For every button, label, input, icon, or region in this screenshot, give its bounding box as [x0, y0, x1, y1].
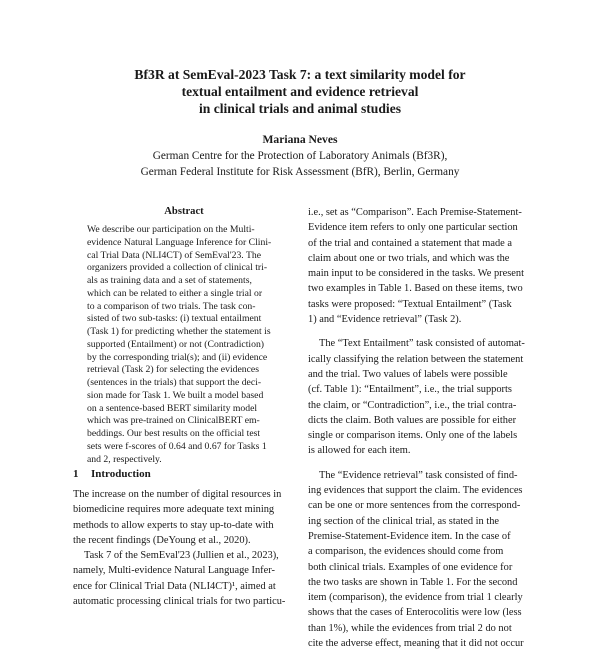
text-line: organizers provided a collection of clinical tri-: [87, 262, 268, 274]
text-line: by the corresponding trial(s); and (ii) evidence: [87, 351, 268, 363]
text-line: (Task 1) for predicting whether the statement is: [87, 326, 271, 337]
text-line: (cf. Table 1): “Entailment”, i.e., the trial supports: [308, 384, 512, 396]
text-line: retrieval (Task 2) for selecting the evidences: [87, 364, 260, 376]
affiliation-line: German Federal Institute for Risk Assessment (BfR), Berlin, Germany: [140, 166, 460, 178]
text-line: of the trial and contained a statement that made a: [308, 237, 512, 249]
text-line: item (comparison), the evidence from trial 1 clearly: [308, 592, 523, 604]
right-paragraph-1: [308, 205, 530, 327]
text-line: als as training data and a set of statements,: [87, 275, 252, 286]
text-line: Task 7 of the SemEval'23 (Jullien et al., 2023),: [84, 550, 279, 562]
text-line: can be one or more sentences from the correspond-: [308, 500, 521, 512]
intro-paragraph-1: [73, 487, 295, 548]
text-line: to a comparison of two trials. The task con-: [87, 300, 256, 312]
section-title: Introduction: [91, 468, 151, 480]
abstract-body: [87, 224, 281, 466]
author-name: Mariana Neves: [262, 133, 338, 146]
text-line: dicts the claim. Both values are possible for either: [308, 414, 517, 426]
text-line: cite the adverse effect, meaning that it did not occur: [308, 638, 524, 650]
text-line: automatic processing clinical trials for two particu-: [73, 596, 286, 608]
text-line: cal Trial Data (NLI4CT) of SemEval'23. The: [87, 249, 262, 261]
affiliation-line: German Centre for the Protection of Laboratory Animals (Bf3R),: [152, 150, 448, 162]
text-line: methods to allow experts to stay up-to-date with: [73, 519, 274, 531]
text-line: beddings. Our best results on the official test: [87, 428, 261, 439]
title-line: textual entailment and evidence retrieval: [181, 84, 419, 99]
text-line: evidence Natural Language Inference for Clini-: [87, 236, 272, 248]
text-line: is allowed for each item.: [308, 445, 411, 457]
text-line: ing evidences that support the claim. The evidences: [308, 485, 523, 497]
right-column-body: [308, 205, 530, 651]
text-line: sion made for Task 1. We built a model based: [87, 389, 264, 401]
author-affiliation: [0, 148, 600, 180]
text-line: The “Text Entailment” task consisted of automat-: [319, 338, 525, 350]
text-line: tasks were proposed: “Textual Entailment” (Task: [308, 298, 512, 310]
text-line: ence for Clinical Trial Data (NLI4CT)¹, aimed at: [73, 580, 276, 592]
text-line: biomedicine requires more adequate text mining: [73, 504, 275, 516]
text-line: and the trial. Two values of labels were possible: [308, 368, 508, 380]
text-line: claim about one or two trials, and which was the: [308, 252, 510, 264]
text-line: single or comparison items. Only one of the labels: [308, 430, 518, 442]
text-line: (sentences in the trials) that support the deci-: [87, 377, 262, 388]
text-line: The “Evidence retrieval” task consisted of find-: [319, 469, 518, 481]
text-line: and 2, respectively.: [87, 453, 162, 465]
text-line: The increase on the number of digital resources in: [73, 489, 282, 500]
section-heading-introduction: [73, 467, 151, 481]
right-paragraph-2: [308, 336, 530, 458]
text-line: Premise-Statement-Evidence item. In the case of: [308, 530, 511, 542]
text-line: two examples in Table 1. Based on these items, two: [308, 283, 523, 295]
text-line: both clinical trials. Examples of one evidence for: [308, 561, 513, 573]
abstract-heading: Abstract: [164, 206, 204, 217]
title-line: in clinical trials and animal studies: [198, 101, 402, 116]
text-line: the recent findings (DeYoung et al., 2020).: [73, 534, 251, 546]
text-line: Evidence item refers to only one particular section: [308, 222, 518, 234]
text-line: namely, Multi-evidence Natural Language Infer-: [73, 565, 275, 577]
text-line: shows that the cases of Enterocolitis were low (less: [308, 607, 522, 619]
text-line: than 1%), while the evidences from trial 2 do not: [308, 622, 512, 634]
text-line: the claim, or “Contradiction”, i.e., the trial contra-: [308, 399, 517, 411]
left-column-body: [73, 487, 295, 609]
text-line: ing section of the clinical trial, as stated in the: [308, 515, 500, 527]
text-line: on a sentence-based BERT similarity model: [87, 402, 258, 414]
text-line: a comparison, the evidences should come from: [308, 546, 504, 558]
text-line: supported (Entailment) or not (Contradiction): [87, 338, 265, 350]
text-line: 1) and “Evidence retrieval” (Task 2).: [308, 314, 462, 326]
text-line: which can be related to either a single trial or: [87, 287, 263, 299]
text-line: sisted of two sub-tasks: (i) textual entailment: [87, 313, 262, 325]
text-line: the two tasks are shown in Table 1. For the second: [308, 576, 518, 588]
text-line: which was pre-trained on ClinicalBERT em-: [87, 415, 260, 427]
text-line: sets were f-scores of 0.64 and 0.67 for Tasks 1: [87, 440, 267, 452]
right-paragraph-3: [308, 468, 530, 651]
title-line: Bf3R at SemEval-2023 Task 7: a text similarity model for: [134, 67, 466, 82]
text-line: We describe our participation on the Multi-: [87, 224, 255, 235]
text-line: ically classifying the relation between the statement: [308, 353, 524, 365]
text-line: main input to be considered in the tasks. We present: [308, 268, 524, 280]
section-number: 1: [73, 468, 79, 480]
paper-title: [0, 66, 600, 117]
intro-paragraph-2: [73, 548, 295, 609]
text-line: i.e., set as “Comparison”. Each Premise-Statement-: [308, 207, 522, 218]
